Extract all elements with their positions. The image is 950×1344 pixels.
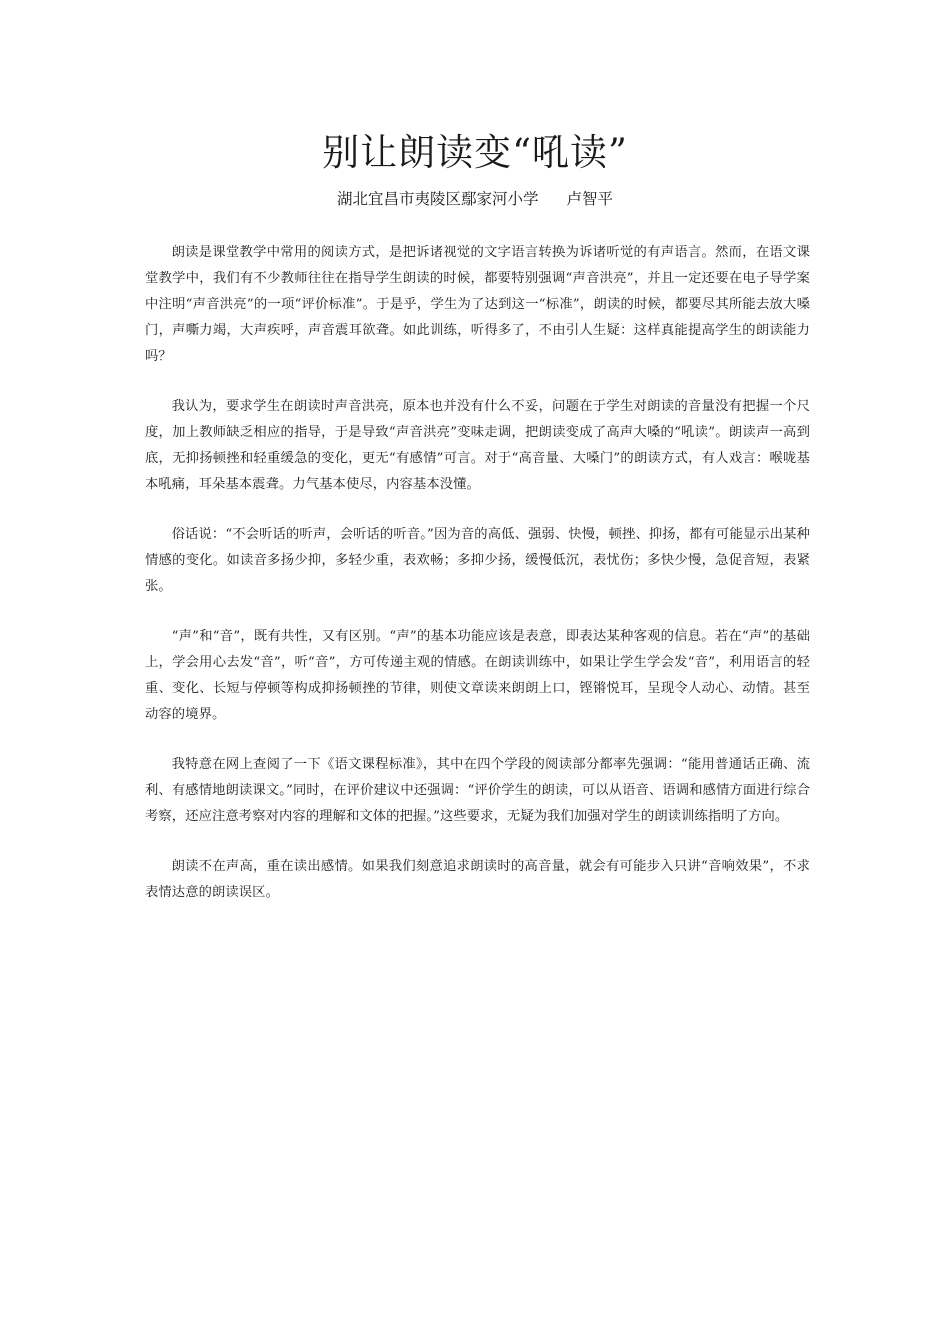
author-byline (0, 188, 950, 210)
paragraph-3: 俗话说：“不会听话的听声，会听话的听音。”因为音的高低、强弱、快慢，顿挫、抑扬，都有可能显示出某种情感的变化。如读音多扬少抑，多轻少重，表欢畅；多抑少扬，缓慢低沉，表忧伤；多快少慢，急促音短，表紧张。 (145, 527, 810, 594)
paragraph-4: “声”和“音”，既有共性，又有区别。“声”的基本功能应该是表意，即表达某种客观的信息。若在“声”的基础上，学会用心去发“音”，听“音”，方可传递主观的情感。在朗读训练中，如果让学生学会发“音”，利用语言的轻重、变化、长短与停顿等构成抑扬顿挫的节律，则使文章读来朗朗上口，铿锵悦耳，呈现令人动心、动情。甚至动容的境界。 (145, 629, 810, 722)
document-title: 别让朗读变“吼读” (322, 131, 628, 174)
paragraph-5: 我特意在网上查阅了一下《语文课程标准》，其中在四个学段的阅读部分都率先强调：“能用普通话正确、流利、有感情地朗读课文。”同时，在评价建议中还强调：“评价学生的朗读，可以从语音、语调和感情方面进行综合考察，还应注意考察对内容的理解和文体的把握。”这些要求，无疑为我们加强对学生的朗读训练指明了方向。 (145, 757, 810, 824)
author-school: 湖北宜昌市夷陵区鄢家河小学 (336, 190, 539, 208)
paragraph-2: 我认为，要求学生在朗读时声音洪亮，原本也并没有什么不妥，问题在于学生对朗读的音量没有把握一个尺度，加上教师缺乏相应的指导，于是导致“声音洪亮”变味走调，把朗读变成了高声大嗓的“吼读”。朗读声一高到底，无抑扬顿挫和轻重缓急的变化，更无“有感情”可言。对于“高音量、大嗓门”的朗读方式，有人戏言：喉咙基本吼痛，耳朵基本震聋。力气基本使尽，内容基本没懂。 (145, 399, 810, 492)
paragraph-6: 朗读不在声高，重在读出感情。如果我们刻意追求朗读时的高音量，就会有可能步入只讲“音响效果”，不求表情达意的朗读误区。 (145, 859, 810, 900)
author-name: 卢智平 (566, 190, 614, 208)
article-body (145, 240, 810, 930)
paragraph-1: 朗读是课堂教学中常用的阅读方式，是把诉诸视觉的文字语言转换为诉诸听觉的有声语言。然而，在语文课堂教学中，我们有不少教师往往在指导学生朗读的时候，都要特别强调“声音洪亮”，并且一定还要在电子导学案中注明“声音洪亮”的一项“评价标准”。于是乎，学生为了达到这一“标准”，朗读的时候，都要尽其所能去放大嗓门，声嘶力竭，大声疾呼，声音震耳欲聋。如此训练，听得多了，不由引人生疑：这样真能提高学生的朗读能力吗？ (145, 245, 810, 364)
